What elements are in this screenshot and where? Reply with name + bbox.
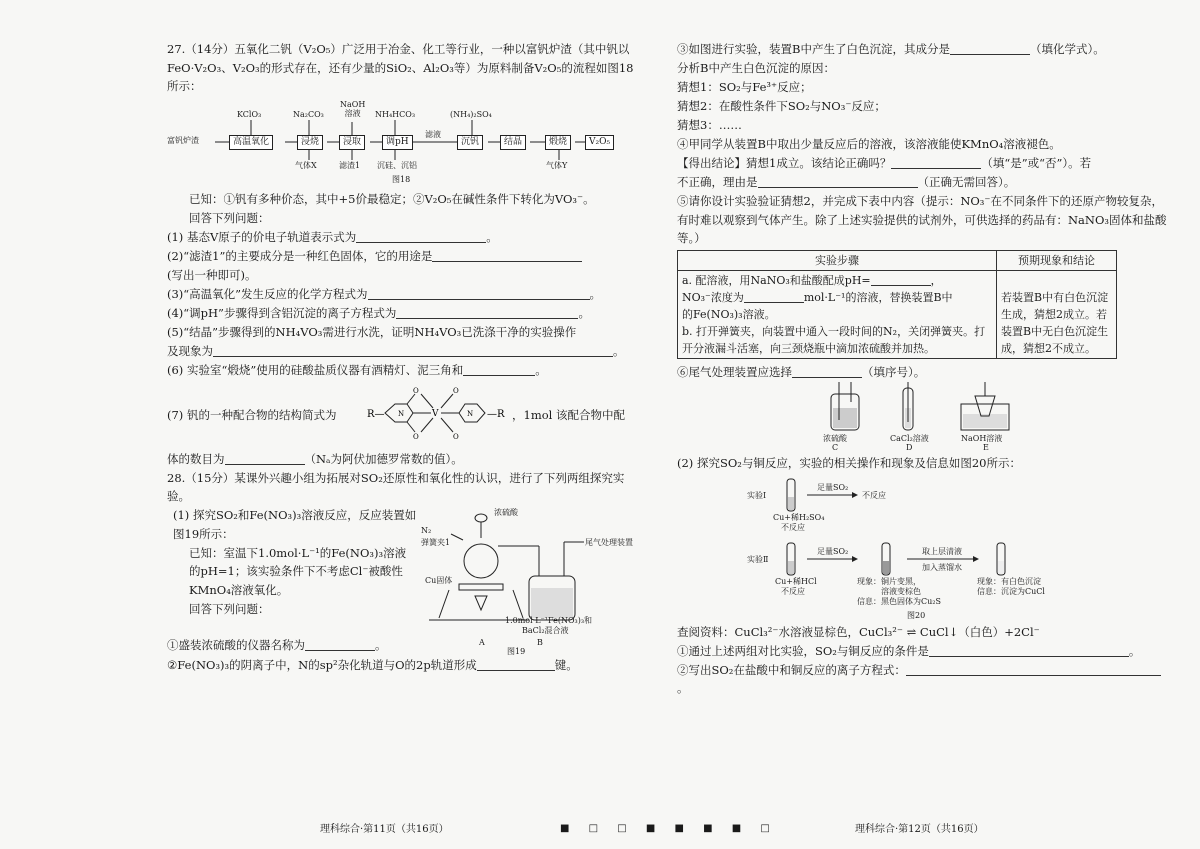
flow-caption: 图18: [392, 174, 411, 184]
device-e-label: NaOH溶液: [961, 433, 1003, 443]
answer-blank[interactable]: [368, 287, 590, 300]
answer-blank[interactable]: [906, 663, 1161, 676]
answer-blank[interactable]: [758, 175, 918, 188]
answer-blank[interactable]: [213, 344, 613, 357]
flow-step-product: V₂O₅: [585, 135, 614, 150]
r-guess3: 猜想3：……: [677, 118, 742, 132]
fig20-exp2-tube: Cu+稀HCl: [775, 576, 817, 586]
flow-filtrate: 滤液: [425, 129, 441, 139]
experiment-table: [677, 250, 1117, 359]
table-steps-cell: a. 配溶液，用NaNO₃和盐酸配成pH= ， NO₃⁻浓度为 mol·L⁻¹的溶液，替换装置B中 的Fe(NO₃)₃溶液。 b. 打开弹簧夹，向装置中通入一段时间的N₂，关闭弹簧夹。打开分液漏斗活塞，向三颈烧瓶中滴加浓硫酸并加热。: [678, 270, 997, 358]
fig20-obs1: 现象：铜片变黑，: [857, 576, 921, 586]
fig19-label-b2: BaCl₂混合液: [522, 626, 569, 635]
device-d-tag: D: [906, 442, 913, 452]
fig19-label-tail: 尾气处理装置: [585, 538, 633, 547]
fig19-label-acid: 浓硫酸: [494, 508, 518, 517]
right-column: [677, 40, 1172, 698]
r-c1: ①通过上述两组对比实验，SO₂与铜反应的条件是 。: [677, 643, 1141, 658]
table-head-results: 预期现象和结论: [997, 250, 1117, 270]
fig20-exp1-tube: Cu+稀H₂SO₄: [773, 512, 825, 522]
fig20: [677, 473, 1172, 623]
fig20-exp2-arrow2-bot: 加入蒸馏水: [922, 562, 962, 572]
svg-text:—R: —R: [487, 408, 505, 420]
flow-start: 富钒炉渣: [167, 135, 199, 145]
tail-devices-drawing: [817, 382, 1027, 434]
flow-step-roast: 浸烧: [297, 135, 323, 150]
q27-5: (5)“结晶”步骤得到的NH₄VO₃需进行水洗，证明NH₄VO₃已洗涤干净的实验操作: [167, 324, 577, 339]
answer-blank[interactable]: [225, 452, 305, 465]
r-guess1: 猜想1：SO₂与Fe³⁺反应；: [677, 80, 812, 94]
svg-text:N: N: [467, 409, 474, 418]
fig19-label-n2: N₂: [421, 526, 432, 535]
flow-step-calcine: 煅烧: [545, 135, 571, 150]
svg-text:O: O: [453, 386, 459, 395]
fig19-label-a: A: [479, 638, 485, 647]
flow-output-residue1: 滤渣1: [339, 160, 361, 170]
fig20-exp2-arrow: 足量SO₂: [817, 546, 849, 556]
flowchart-fig18: [167, 98, 635, 186]
flow-step-leach: 浸取: [339, 135, 365, 150]
r-part2: (2) 探究SO₂与铜反应，实验的相关操作和现象及信息如图20所示：: [677, 455, 1021, 470]
fig20-exp2: 实验Ⅱ: [747, 554, 769, 564]
q28-intro: 28.（15分）某课外兴趣小组为拓展对SO₂还原性和氧化性的认识，进行了下列两组探究实验。: [167, 470, 625, 503]
q27-5b: 及现象为 。: [167, 343, 625, 358]
fig19-caption: 图19: [507, 647, 526, 656]
footer-page-12: 理科综合·第12页（共16页）: [855, 824, 984, 835]
fig20-exp1-result: 不反应: [862, 490, 886, 500]
fig19-label-clip: 弹簧夹1: [421, 538, 451, 547]
svg-text:O: O: [413, 432, 419, 441]
fig19-label-cu: Cu固体: [425, 576, 453, 585]
answer-blank[interactable]: [356, 230, 486, 243]
r-p3: ③如图进行实验，装置B中产生了白色沉淀，其成分是 （填化学式）。: [677, 42, 1105, 56]
answer-blank[interactable]: [792, 365, 862, 378]
flow-step-crystal: 结晶: [500, 135, 526, 150]
device-d-label: CaCl₂溶液: [890, 433, 929, 443]
fig20-info1: 信息：黑色固体为Cu₂S: [857, 596, 941, 606]
answer-blank[interactable]: [432, 249, 582, 262]
fig20-exp2-note: 不反应: [781, 586, 805, 596]
q27-answer-prompt: 回答下列问题：: [189, 210, 270, 225]
flow-reagent-na2co3: Na₂CO₃: [293, 109, 324, 119]
r-conclusion2: 不正确，理由是 （正确无需回答）。: [677, 175, 1016, 189]
flow-output-gasy: 气体Y: [546, 160, 568, 170]
fig19-label-b1: 1.0mol·L⁻¹Fe(NO₃)₃和: [505, 616, 593, 625]
flow-output-si-al: 沉硅、沉铝: [377, 160, 417, 170]
q27-2: (2)“滤渣1”的主要成分是一种红色固体，它的用途是: [167, 247, 635, 266]
fig20-obs1b: 溶液变棕色: [881, 586, 921, 596]
q27-7-row: (7) 钒的一种配合物的结构简式为 R— N O O V O O N —R ，1mol 该配合物中配: [167, 380, 635, 450]
flow-reagent-naoh: NaOH 溶液: [340, 99, 366, 118]
r-guess2: 猜想2：在酸性条件下SO₂与NO₃⁻反应；: [677, 99, 886, 113]
q27-known: 已知：①钒有多种价态，其中+5价最稳定；②V₂O₅在碱性条件下转化为VO₃⁻。: [189, 191, 595, 206]
flow-reagent-nh42so4: (NH₄)₂SO₄: [450, 109, 492, 119]
vanadium-complex-structure: [367, 380, 507, 446]
answer-blank[interactable]: [396, 306, 578, 319]
q28-known: 已知：室温下1.0mol·L⁻¹的Fe(NO₃)₃溶液的pH=1；该实验条件下不考虑Cl⁻被酸性KMnO₄溶液氧化。: [189, 545, 407, 597]
fig20-exp1-arrow: 足量SO₂: [817, 482, 849, 492]
q27-7b: 体的数目为 （Nₐ为阿伏加德罗常数的值）。: [167, 451, 463, 466]
q27-3: (3)“高温氧化”发生反应的化学方程式为 。: [167, 286, 602, 301]
flow-step-oxidation: 高温氧化: [229, 135, 273, 150]
q27-6: (6) 实验室“煅烧”使用的硅酸盐质仪器有酒精灯、泥三角和 。: [167, 362, 547, 377]
device-e-tag: E: [983, 442, 989, 452]
svg-text:V: V: [432, 408, 439, 419]
fig20-exp1: 实验Ⅰ: [747, 490, 767, 500]
answer-blank[interactable]: [950, 42, 1030, 55]
q27-2b: (写出一种即可)。: [167, 267, 257, 282]
svg-text:N: N: [398, 409, 405, 418]
answer-blank[interactable]: [305, 638, 375, 651]
fig20-exp2-arrow2-top: 取上层清液: [922, 546, 962, 556]
answer-blank[interactable]: [871, 273, 931, 286]
answer-blank[interactable]: [891, 156, 981, 169]
q28-part1: (1) 探究SO₂和Fe(NO₃)₃溶液反应，反应装置如图19所示：: [173, 508, 417, 541]
fig20-caption: 图20: [907, 610, 926, 620]
answer-blank[interactable]: [463, 363, 535, 376]
q28-q1: ①盛装浓硫酸的仪器名称为 。: [167, 638, 387, 652]
q28-answer-prompt: 回答下列问题：: [189, 601, 270, 616]
svg-text:O: O: [413, 386, 419, 395]
answer-blank[interactable]: [929, 644, 1129, 657]
q27-4: (4)“调pH”步骤得到含铝沉淀的离子方程式为 。: [167, 305, 590, 320]
r-analysis: 分析B中产生白色沉淀的原因：: [677, 61, 835, 75]
device-c-label: 浓硫酸: [823, 433, 847, 443]
q27-intro: 27.（14分）五氧化二钒（V₂O₅）广泛用于冶金、化工等行业，一种以富钒炉渣（其中钒以FeO·V₂O₃、V₂O₃的形式存在，还有少量的SiO₂、Al₂O₃等）为原料制备V₂O₅的流程如图18所示：: [167, 42, 634, 93]
q27-1: (1) 基态V原子的价电子轨道表示式为 。: [167, 229, 498, 244]
answer-blank[interactable]: [744, 290, 804, 303]
fig20-obs2: 现象：有白色沉淀: [977, 576, 1041, 586]
q28-q2: ②Fe(NO₃)₃的阴离子中，N的sp²杂化轨道与O的2p轨道形成 键。: [167, 658, 578, 672]
footer-page-11: 理科综合·第11页（共16页）: [320, 824, 449, 835]
r-consult: 查阅资料：CuCl₃²⁻水溶液显棕色，CuCl₃²⁻ ⇌ CuCl↓（白色）+2Cl⁻: [677, 624, 1040, 639]
table-result-cell: 若装置B中有白色沉淀生成，猜想2成立。若装置B中无白色沉淀生成，猜想2不成立。: [997, 270, 1117, 358]
q28-part1-block: [167, 506, 635, 616]
r-c2: ②写出SO₂在盐酸中和铜反应的离子方程式：。: [677, 661, 1172, 698]
r-p5: ⑤请你设计实验验证猜想2，并完成下表中内容（提示：NO₃⁻在不同条件下的还原产物较复杂，有时难以观察到气体产生。除了上述实验提供的试剂外，可供选择的药品有：NaNO₃固体和盐酸等。）: [677, 194, 1167, 245]
flow-reagent-nh4hco3: NH₄HCO₃: [375, 109, 416, 119]
svg-text:R—: R—: [367, 408, 385, 420]
flow-step-precip: 沉钒: [457, 135, 483, 150]
answer-blank[interactable]: [477, 658, 555, 671]
flow-step-ph: 调pH: [382, 135, 413, 150]
left-column: [167, 40, 635, 675]
svg-text:O: O: [453, 432, 459, 441]
r-p4: ④甲同学从装置B中取出少量反应后的溶液，该溶液能使KMnO₄溶液褪色。: [677, 137, 1061, 151]
page-markers: ■ □ □ ■ ■ ■ ■ □: [560, 823, 778, 834]
fig20-info2: 信息：沉淀为CuCl: [977, 586, 1045, 596]
flow-reagent-kclo3: KClO₃: [237, 109, 262, 119]
fig19-label-b: B: [537, 638, 543, 647]
right-page: [600, 0, 1200, 849]
r-conclusion1: 【得出结论】猜想1成立。该结论正确吗？ （填“是”或“否”）。若: [677, 156, 1092, 170]
fig20-exp1-note: 不反应: [781, 522, 805, 532]
flow-output-gasx: 气体X: [295, 160, 317, 170]
r-p6: ⑥尾气处理装置应选择 （填序号）。: [677, 364, 926, 379]
tail-gas-devices: [677, 382, 1172, 452]
table-head-steps: 实验步骤: [678, 250, 997, 270]
device-c-tag: C: [832, 442, 839, 452]
